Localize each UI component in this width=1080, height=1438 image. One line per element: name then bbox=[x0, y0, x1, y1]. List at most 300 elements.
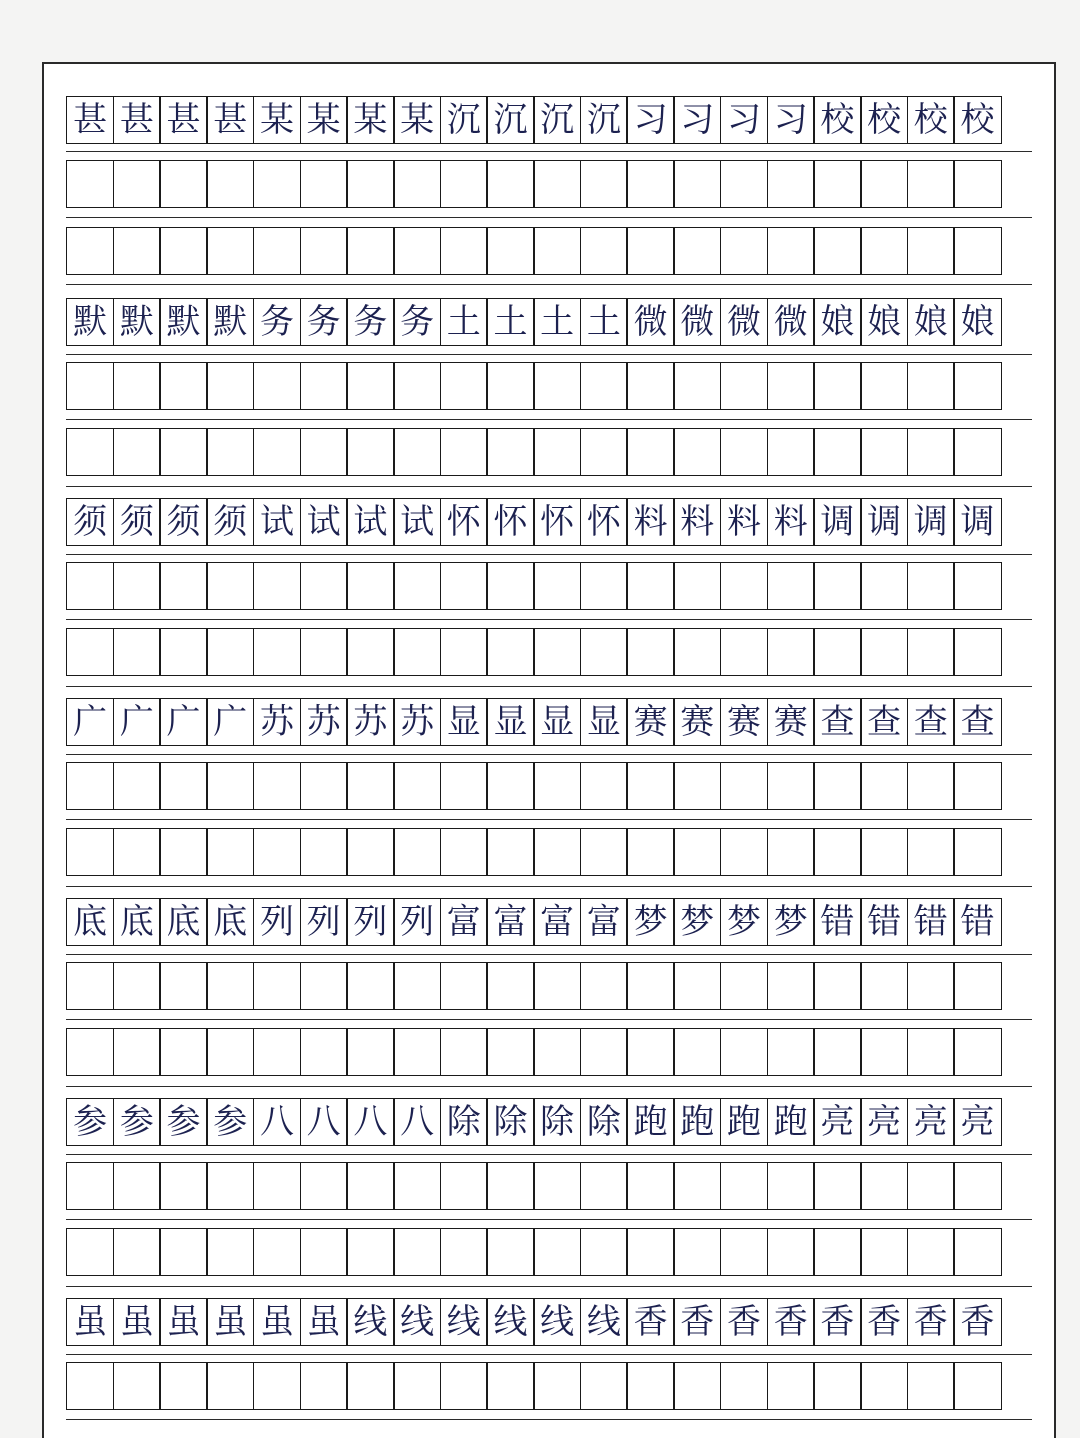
practice-cell bbox=[113, 762, 161, 810]
model-character-row bbox=[66, 1298, 1032, 1346]
model-character-cell bbox=[860, 96, 908, 144]
practice-cell bbox=[440, 160, 488, 208]
handwritten-character: 虽 bbox=[306, 1302, 341, 1342]
practice-cell bbox=[907, 428, 955, 476]
practice-cell bbox=[953, 160, 1001, 208]
model-character-cell bbox=[626, 1298, 674, 1346]
practice-cell bbox=[580, 1162, 628, 1210]
practice-cell bbox=[300, 428, 348, 476]
practice-cell bbox=[533, 428, 581, 476]
practice-cell bbox=[673, 227, 721, 275]
model-character-cell bbox=[813, 898, 861, 946]
practice-cell bbox=[113, 1162, 161, 1210]
handwritten-character: 错 bbox=[820, 902, 855, 942]
ruled-line bbox=[66, 1019, 1032, 1020]
practice-cell bbox=[253, 828, 301, 876]
model-character-cell bbox=[66, 498, 114, 546]
model-character-cell bbox=[393, 498, 441, 546]
practice-cell bbox=[533, 362, 581, 410]
handwritten-character: 查 bbox=[820, 702, 855, 742]
practice-cell bbox=[673, 1028, 721, 1076]
handwritten-character: 须 bbox=[166, 502, 201, 542]
practice-cell bbox=[206, 1228, 254, 1276]
model-character-cell bbox=[486, 96, 534, 144]
practice-cell bbox=[346, 828, 394, 876]
handwritten-character: 务 bbox=[306, 302, 341, 342]
practice-cell bbox=[159, 362, 207, 410]
practice-cell bbox=[66, 962, 114, 1010]
model-character-cell bbox=[533, 698, 581, 746]
practice-cell bbox=[206, 762, 254, 810]
ruled-line bbox=[66, 686, 1032, 687]
practice-cell bbox=[626, 428, 674, 476]
handwritten-character: 务 bbox=[353, 302, 388, 342]
model-character-cell bbox=[953, 1298, 1001, 1346]
model-character-cell bbox=[159, 898, 207, 946]
practice-cell bbox=[159, 828, 207, 876]
model-character-cell bbox=[533, 898, 581, 946]
practice-cell bbox=[860, 628, 908, 676]
handwritten-character: 八 bbox=[259, 1102, 294, 1142]
practice-cell bbox=[253, 762, 301, 810]
handwritten-character: 料 bbox=[773, 502, 808, 542]
practice-cell bbox=[580, 160, 628, 208]
model-character-cell bbox=[253, 898, 301, 946]
practice-cell bbox=[860, 362, 908, 410]
model-character-cell bbox=[907, 698, 955, 746]
practice-cell bbox=[66, 828, 114, 876]
model-character-cell bbox=[767, 498, 815, 546]
handwritten-character: 默 bbox=[213, 302, 248, 342]
practice-cell bbox=[953, 362, 1001, 410]
practice-cell bbox=[767, 762, 815, 810]
practice-cell bbox=[533, 160, 581, 208]
practice-cell bbox=[860, 828, 908, 876]
handwritten-character: 赛 bbox=[773, 702, 808, 742]
practice-cell bbox=[159, 1228, 207, 1276]
practice-cell bbox=[953, 828, 1001, 876]
practice-cell bbox=[813, 428, 861, 476]
practice-cell bbox=[626, 1162, 674, 1210]
blank-practice-row bbox=[66, 362, 1032, 410]
practice-cell bbox=[626, 362, 674, 410]
model-character-cell bbox=[673, 698, 721, 746]
model-character-cell bbox=[159, 1298, 207, 1346]
practice-cell bbox=[720, 227, 768, 275]
ruled-line bbox=[66, 886, 1032, 887]
practice-cell bbox=[767, 227, 815, 275]
model-character-cell bbox=[486, 298, 534, 346]
handwritten-character: 怀 bbox=[493, 502, 528, 542]
practice-cell bbox=[953, 1228, 1001, 1276]
practice-cell bbox=[253, 562, 301, 610]
handwritten-character: 某 bbox=[400, 100, 435, 140]
practice-cell bbox=[767, 1228, 815, 1276]
practice-cell bbox=[673, 362, 721, 410]
ruled-line bbox=[66, 1086, 1032, 1087]
practice-cell bbox=[206, 1362, 254, 1410]
practice-cell bbox=[66, 227, 114, 275]
practice-cell bbox=[673, 428, 721, 476]
model-character-cell bbox=[673, 898, 721, 946]
model-character-cell bbox=[860, 1098, 908, 1146]
handwritten-character: 微 bbox=[633, 302, 668, 342]
model-character-cell bbox=[206, 1098, 254, 1146]
blank-practice-row bbox=[66, 828, 1032, 876]
practice-cell bbox=[720, 1362, 768, 1410]
practice-cell bbox=[346, 227, 394, 275]
practice-cell bbox=[626, 1028, 674, 1076]
handwritten-character: 线 bbox=[353, 1302, 388, 1342]
model-character-cell bbox=[813, 96, 861, 144]
practice-cell bbox=[907, 1228, 955, 1276]
practice-cell bbox=[159, 762, 207, 810]
practice-cell bbox=[673, 1162, 721, 1210]
practice-cell bbox=[673, 1228, 721, 1276]
model-character-cell bbox=[486, 498, 534, 546]
practice-cell bbox=[393, 762, 441, 810]
ruled-line bbox=[66, 1286, 1032, 1287]
practice-cell bbox=[159, 227, 207, 275]
practice-cell bbox=[767, 1028, 815, 1076]
handwritten-character: 富 bbox=[493, 902, 528, 942]
practice-cell bbox=[533, 562, 581, 610]
practice-grid bbox=[66, 0, 1032, 1438]
practice-cell bbox=[720, 160, 768, 208]
practice-cell bbox=[346, 628, 394, 676]
handwritten-character: 显 bbox=[586, 702, 621, 742]
practice-cell bbox=[533, 1162, 581, 1210]
practice-cell bbox=[533, 227, 581, 275]
handwritten-character: 土 bbox=[586, 302, 621, 342]
practice-cell bbox=[113, 828, 161, 876]
practice-cell bbox=[66, 160, 114, 208]
practice-cell bbox=[486, 828, 534, 876]
practice-cell bbox=[486, 762, 534, 810]
practice-cell bbox=[533, 828, 581, 876]
practice-cell bbox=[767, 1362, 815, 1410]
model-character-cell bbox=[253, 1298, 301, 1346]
practice-cell bbox=[486, 962, 534, 1010]
handwritten-character: 广 bbox=[119, 702, 154, 742]
model-character-cell bbox=[440, 698, 488, 746]
practice-cell bbox=[907, 227, 955, 275]
handwritten-character: 参 bbox=[166, 1102, 201, 1142]
model-character-cell bbox=[673, 298, 721, 346]
model-character-cell bbox=[580, 1098, 628, 1146]
model-character-cell bbox=[440, 1298, 488, 1346]
practice-cell bbox=[813, 1362, 861, 1410]
model-character-cell bbox=[626, 498, 674, 546]
handwritten-character: 底 bbox=[166, 902, 201, 942]
practice-cell bbox=[440, 1228, 488, 1276]
practice-cell bbox=[813, 828, 861, 876]
handwritten-character: 参 bbox=[213, 1102, 248, 1142]
model-character-cell bbox=[720, 96, 768, 144]
practice-cell bbox=[907, 828, 955, 876]
practice-cell bbox=[580, 1028, 628, 1076]
practice-cell bbox=[206, 227, 254, 275]
handwritten-character: 列 bbox=[306, 902, 341, 942]
practice-cell bbox=[720, 1162, 768, 1210]
practice-cell bbox=[300, 1028, 348, 1076]
handwritten-character: 富 bbox=[446, 902, 481, 942]
practice-cell bbox=[720, 1228, 768, 1276]
model-character-cell bbox=[113, 96, 161, 144]
practice-cell bbox=[440, 428, 488, 476]
practice-cell bbox=[907, 562, 955, 610]
practice-cell bbox=[159, 562, 207, 610]
model-character-cell bbox=[673, 498, 721, 546]
practice-cell bbox=[813, 1162, 861, 1210]
model-character-cell bbox=[953, 96, 1001, 144]
model-character-cell bbox=[66, 1098, 114, 1146]
model-character-cell bbox=[580, 96, 628, 144]
handwritten-character: 娘 bbox=[913, 302, 948, 342]
ruled-line bbox=[66, 754, 1032, 755]
blank-practice-row bbox=[66, 562, 1032, 610]
practice-cell bbox=[673, 628, 721, 676]
practice-cell bbox=[206, 628, 254, 676]
model-character-cell bbox=[206, 498, 254, 546]
practice-cell bbox=[393, 562, 441, 610]
model-character-cell bbox=[66, 298, 114, 346]
handwritten-character: 线 bbox=[540, 1302, 575, 1342]
practice-cell bbox=[486, 628, 534, 676]
handwritten-character: 须 bbox=[213, 502, 248, 542]
practice-cell bbox=[113, 1028, 161, 1076]
model-character-cell bbox=[346, 698, 394, 746]
handwritten-character: 跑 bbox=[680, 1102, 715, 1142]
model-character-cell bbox=[300, 898, 348, 946]
practice-cell bbox=[813, 1228, 861, 1276]
handwritten-character: 土 bbox=[446, 302, 481, 342]
ruled-line bbox=[66, 554, 1032, 555]
practice-cell bbox=[253, 227, 301, 275]
model-character-cell bbox=[813, 498, 861, 546]
practice-cell bbox=[206, 1028, 254, 1076]
model-character-cell bbox=[907, 298, 955, 346]
practice-cell bbox=[66, 362, 114, 410]
model-character-cell bbox=[626, 96, 674, 144]
model-character-cell bbox=[346, 1098, 394, 1146]
practice-cell bbox=[767, 160, 815, 208]
handwritten-character: 参 bbox=[73, 1102, 108, 1142]
handwritten-character: 微 bbox=[773, 302, 808, 342]
practice-cell bbox=[953, 562, 1001, 610]
practice-cell bbox=[440, 1028, 488, 1076]
practice-cell bbox=[533, 628, 581, 676]
practice-cell bbox=[253, 962, 301, 1010]
practice-cell bbox=[953, 227, 1001, 275]
model-character-cell bbox=[533, 1298, 581, 1346]
model-character-row bbox=[66, 498, 1032, 546]
blank-practice-row bbox=[66, 762, 1032, 810]
model-character-cell bbox=[813, 1298, 861, 1346]
model-character-cell bbox=[626, 1098, 674, 1146]
practice-cell bbox=[580, 628, 628, 676]
practice-cell bbox=[720, 428, 768, 476]
model-character-cell bbox=[206, 96, 254, 144]
practice-cell bbox=[440, 628, 488, 676]
practice-cell bbox=[300, 362, 348, 410]
handwritten-character: 甚 bbox=[73, 100, 108, 140]
model-character-cell bbox=[393, 698, 441, 746]
model-character-cell bbox=[767, 1098, 815, 1146]
model-character-cell bbox=[393, 1298, 441, 1346]
handwritten-character: 默 bbox=[73, 302, 108, 342]
handwritten-character: 苏 bbox=[306, 702, 341, 742]
practice-cell bbox=[860, 428, 908, 476]
handwritten-character: 沉 bbox=[540, 100, 575, 140]
model-character-cell bbox=[907, 498, 955, 546]
model-character-cell bbox=[767, 1298, 815, 1346]
practice-cell bbox=[580, 962, 628, 1010]
handwritten-character: 习 bbox=[773, 100, 808, 140]
practice-cell bbox=[66, 428, 114, 476]
handwritten-character: 赛 bbox=[726, 702, 761, 742]
model-character-cell bbox=[767, 698, 815, 746]
handwritten-character: 香 bbox=[960, 1302, 995, 1342]
handwritten-character: 默 bbox=[166, 302, 201, 342]
handwritten-character: 务 bbox=[400, 302, 435, 342]
handwritten-character: 沉 bbox=[586, 100, 621, 140]
model-character-cell bbox=[159, 96, 207, 144]
handwritten-character: 怀 bbox=[540, 502, 575, 542]
model-character-cell bbox=[393, 96, 441, 144]
handwritten-character: 微 bbox=[680, 302, 715, 342]
practice-cell bbox=[860, 562, 908, 610]
practice-cell bbox=[300, 562, 348, 610]
handwritten-character: 富 bbox=[540, 902, 575, 942]
handwritten-character: 亮 bbox=[960, 1102, 995, 1142]
blank-practice-row bbox=[66, 160, 1032, 208]
practice-cell bbox=[113, 160, 161, 208]
model-character-cell bbox=[720, 298, 768, 346]
handwritten-character: 梦 bbox=[633, 902, 668, 942]
practice-cell bbox=[720, 1028, 768, 1076]
handwritten-character: 调 bbox=[820, 502, 855, 542]
practice-cell bbox=[253, 1362, 301, 1410]
practice-cell bbox=[907, 160, 955, 208]
handwritten-character: 虽 bbox=[73, 1302, 108, 1342]
model-character-row bbox=[66, 96, 1032, 144]
practice-cell bbox=[767, 828, 815, 876]
practice-cell bbox=[253, 1228, 301, 1276]
model-character-cell bbox=[767, 898, 815, 946]
handwritten-character: 虽 bbox=[119, 1302, 154, 1342]
handwritten-character: 甚 bbox=[213, 100, 248, 140]
model-character-cell bbox=[486, 1298, 534, 1346]
practice-cell bbox=[113, 962, 161, 1010]
practice-cell bbox=[720, 562, 768, 610]
ruled-line bbox=[66, 151, 1032, 152]
model-character-cell bbox=[813, 298, 861, 346]
model-character-cell bbox=[440, 898, 488, 946]
practice-cell bbox=[813, 1028, 861, 1076]
practice-cell bbox=[346, 160, 394, 208]
model-character-cell bbox=[113, 1098, 161, 1146]
practice-cell bbox=[533, 1028, 581, 1076]
handwritten-character: 试 bbox=[353, 502, 388, 542]
handwritten-character: 默 bbox=[119, 302, 154, 342]
practice-cell bbox=[393, 227, 441, 275]
practice-cell bbox=[159, 1028, 207, 1076]
model-character-cell bbox=[159, 698, 207, 746]
model-character-cell bbox=[907, 1298, 955, 1346]
handwritten-character: 某 bbox=[306, 100, 341, 140]
practice-cell bbox=[626, 160, 674, 208]
handwritten-character: 校 bbox=[820, 100, 855, 140]
practice-cell bbox=[113, 628, 161, 676]
practice-cell bbox=[580, 1228, 628, 1276]
practice-cell bbox=[66, 762, 114, 810]
handwritten-character: 除 bbox=[446, 1102, 481, 1142]
practice-cell bbox=[440, 562, 488, 610]
model-character-cell bbox=[440, 96, 488, 144]
practice-cell bbox=[113, 1362, 161, 1410]
handwritten-character: 料 bbox=[680, 502, 715, 542]
ruled-line bbox=[66, 954, 1032, 955]
handwritten-character: 列 bbox=[400, 902, 435, 942]
handwritten-character: 赛 bbox=[633, 702, 668, 742]
handwritten-character: 梦 bbox=[726, 902, 761, 942]
model-character-cell bbox=[486, 1098, 534, 1146]
practice-cell bbox=[253, 160, 301, 208]
practice-cell bbox=[66, 1362, 114, 1410]
handwritten-character: 香 bbox=[867, 1302, 902, 1342]
practice-cell bbox=[393, 428, 441, 476]
model-character-cell bbox=[580, 1298, 628, 1346]
practice-cell bbox=[860, 1228, 908, 1276]
practice-cell bbox=[159, 1162, 207, 1210]
handwritten-character: 显 bbox=[493, 702, 528, 742]
handwritten-character: 虽 bbox=[259, 1302, 294, 1342]
practice-cell bbox=[113, 227, 161, 275]
blank-practice-row bbox=[66, 227, 1032, 275]
handwritten-character: 校 bbox=[867, 100, 902, 140]
model-character-cell bbox=[673, 96, 721, 144]
practice-cell bbox=[907, 628, 955, 676]
model-character-cell bbox=[626, 898, 674, 946]
model-character-cell bbox=[159, 1098, 207, 1146]
handwritten-character: 香 bbox=[633, 1302, 668, 1342]
handwritten-character: 娘 bbox=[867, 302, 902, 342]
practice-cell bbox=[346, 562, 394, 610]
practice-cell bbox=[626, 628, 674, 676]
model-character-cell bbox=[486, 698, 534, 746]
ruled-line bbox=[66, 1354, 1032, 1355]
handwritten-character: 校 bbox=[913, 100, 948, 140]
practice-cell bbox=[253, 1028, 301, 1076]
model-character-cell bbox=[253, 96, 301, 144]
model-character-cell bbox=[907, 96, 955, 144]
practice-cell bbox=[626, 1362, 674, 1410]
practice-cell bbox=[626, 962, 674, 1010]
practice-cell bbox=[159, 1362, 207, 1410]
practice-cell bbox=[907, 1362, 955, 1410]
model-character-cell bbox=[113, 898, 161, 946]
ruled-line bbox=[66, 284, 1032, 285]
practice-cell bbox=[860, 1362, 908, 1410]
model-character-cell bbox=[253, 698, 301, 746]
practice-cell bbox=[533, 1362, 581, 1410]
practice-cell bbox=[720, 762, 768, 810]
practice-cell bbox=[673, 762, 721, 810]
model-character-cell bbox=[720, 1098, 768, 1146]
handwritten-character: 虽 bbox=[166, 1302, 201, 1342]
model-character-cell bbox=[346, 898, 394, 946]
